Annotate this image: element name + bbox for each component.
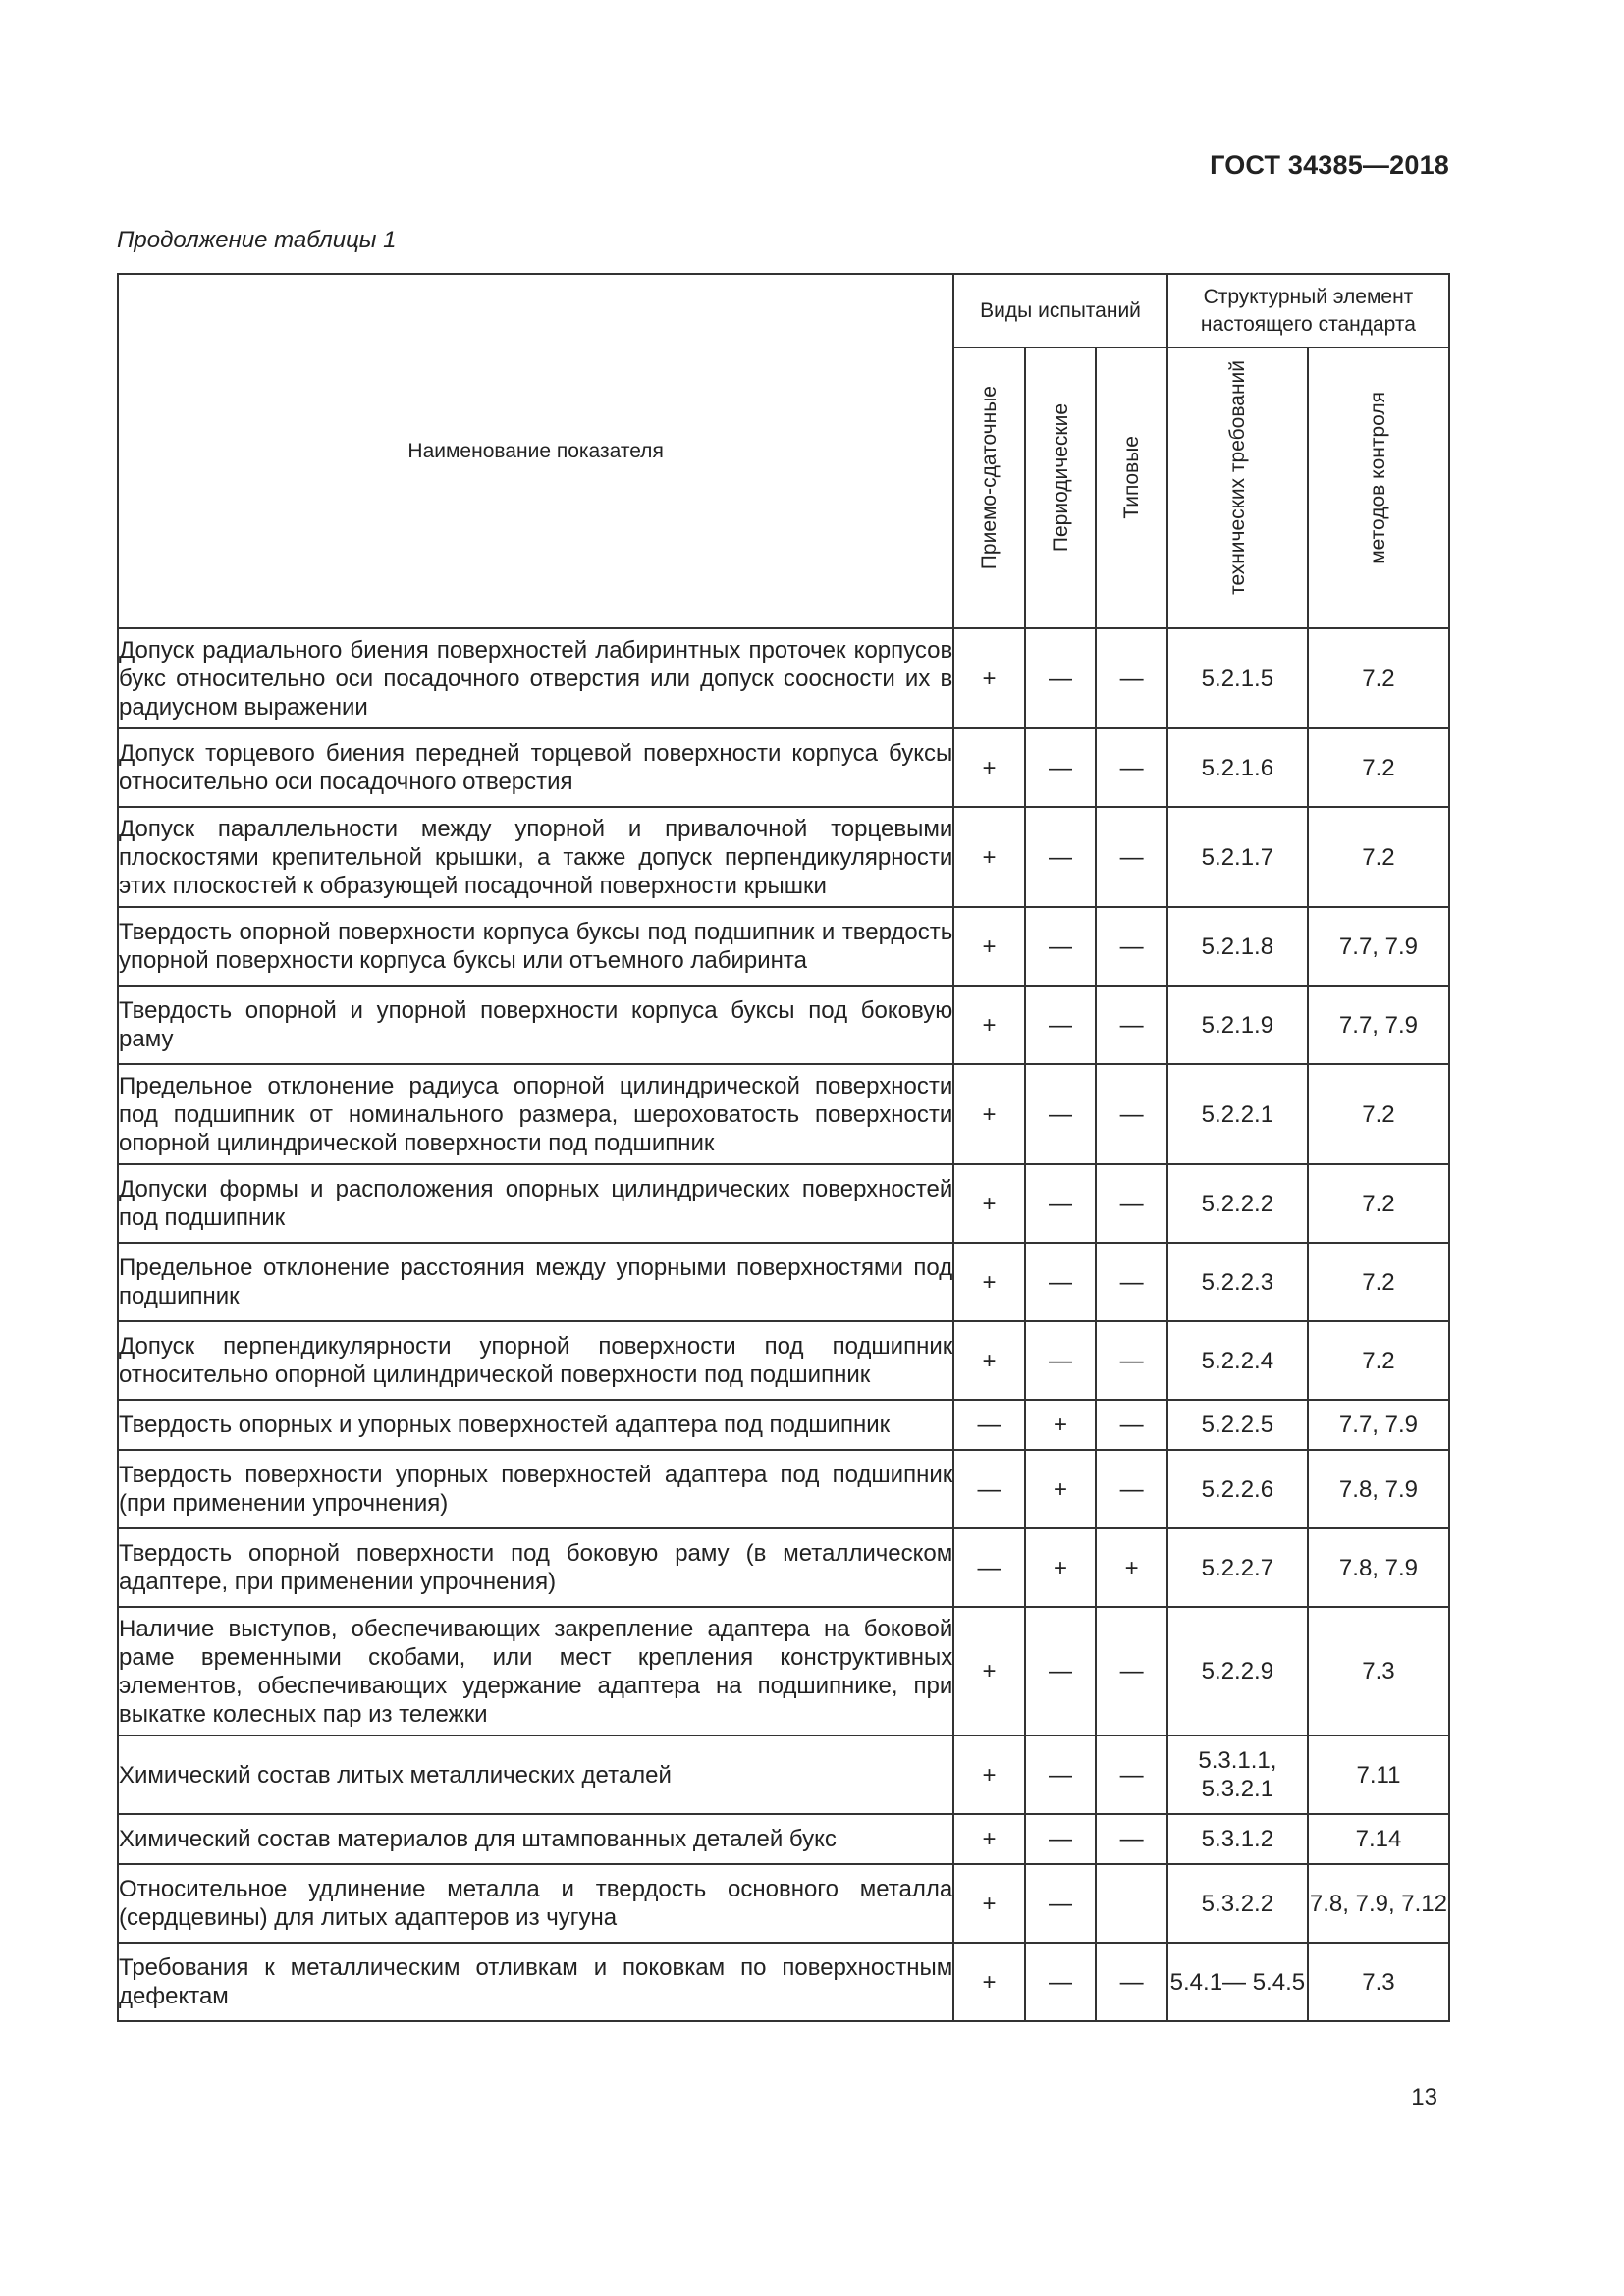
type-test: —: [1096, 986, 1167, 1064]
table-row: [118, 907, 1449, 986]
periodic-test: +: [1025, 1400, 1097, 1450]
indicator-name: Твердость опорной поверхности под боковую раму (в металлическом адаптере, при применении упрочнения): [118, 1528, 953, 1607]
type-test: +: [1096, 1528, 1167, 1607]
type-test: —: [1096, 807, 1167, 907]
acceptance-test: +: [953, 907, 1025, 986]
control-methods-clause: 7.2: [1308, 1243, 1449, 1321]
periodic-test: —: [1025, 1243, 1097, 1321]
control-methods-clause: 7.8, 7.9: [1308, 1528, 1449, 1607]
control-methods-clause: 7.14: [1308, 1814, 1449, 1864]
control-methods-clause: 7.3: [1308, 1607, 1449, 1735]
indicator-name: Твердость опорной и упорной поверхности корпуса буксы под боковую раму: [118, 986, 953, 1064]
indicator-name: Допуск радиального биения поверхностей лабиринтных проточек корпусов букс относительно оси посадочного отверстия или допуск соосности их в радиусном выражении: [118, 628, 953, 728]
periodic-test: —: [1025, 628, 1097, 728]
acceptance-test: +: [953, 1607, 1025, 1735]
control-methods-clause: 7.7, 7.9: [1308, 1400, 1449, 1450]
type-test: —: [1096, 1400, 1167, 1450]
indicator-name: Химический состав литых металлических деталей: [118, 1735, 953, 1814]
indicator-name: Допуски формы и расположения опорных цилиндрических поверхностей под подшипник: [118, 1164, 953, 1243]
requirements-clause: 5.2.2.1: [1167, 1064, 1308, 1164]
indicator-name: Допуск торцевого биения передней торцевой поверхности корпуса буксы относительно оси посадочного отверстия: [118, 728, 953, 807]
acceptance-test: —: [953, 1400, 1025, 1450]
page-number: 13: [1411, 2084, 1437, 2110]
table-row: [118, 1400, 1449, 1450]
periodic-test: —: [1025, 1814, 1097, 1864]
periodic-test: —: [1025, 1607, 1097, 1735]
periodic-test: —: [1025, 1735, 1097, 1814]
acceptance-test: +: [953, 986, 1025, 1064]
periodic-test: —: [1025, 1321, 1097, 1400]
control-methods-clause: 7.8, 7.9: [1308, 1450, 1449, 1528]
spec-table: [117, 273, 1450, 2022]
control-methods-clause: 7.7, 7.9: [1308, 986, 1449, 1064]
requirements-clause: 5.2.1.6: [1167, 728, 1308, 807]
control-methods-clause: 7.2: [1308, 1064, 1449, 1164]
indicator-name: Требования к металлическим отливкам и поковкам по поверхностным дефектам: [118, 1943, 953, 2021]
indicator-name: Относительное удлинение металла и твердость основного металла (сердцевины) для литых адаптеров из чугуна: [118, 1864, 953, 1943]
requirements-clause: 5.2.2.3: [1167, 1243, 1308, 1321]
control-methods-clause: 7.2: [1308, 807, 1449, 907]
acceptance-test: —: [953, 1528, 1025, 1607]
control-methods-clause: 7.3: [1308, 1943, 1449, 2021]
indicator-name: Допуск параллельности между упорной и привалочной торцевыми плоскостями крепительной крышки, а также допуск перпендикулярности этих плоскостей к образующей посадочной поверхности крышки: [118, 807, 953, 907]
control-methods-clause: 7.2: [1308, 1321, 1449, 1400]
indicator-name: Твердость опорных и упорных поверхностей адаптера под подшипник: [118, 1400, 953, 1450]
header-standard-group: Структурный элемент настоящего стандарта: [1167, 274, 1449, 347]
document-code: ГОСТ 34385—2018: [1210, 150, 1449, 180]
control-methods-clause: 7.2: [1308, 1164, 1449, 1243]
requirements-clause: 5.3.1.2: [1167, 1814, 1308, 1864]
indicator-name: Предельное отклонение расстояния между упорными поверхностями под подшипник: [118, 1243, 953, 1321]
requirements-clause: 5.3.1.1, 5.3.2.1: [1167, 1735, 1308, 1814]
header-periodic: Периодические: [1025, 347, 1097, 628]
requirements-clause: 5.4.1— 5.4.5: [1167, 1943, 1308, 2021]
acceptance-test: +: [953, 728, 1025, 807]
periodic-test: +: [1025, 1450, 1097, 1528]
indicator-name: Допуск перпендикулярности упорной поверхности под подшипник относительно опорной цилиндрической поверхности под подшипник: [118, 1321, 953, 1400]
table-row: [118, 728, 1449, 807]
acceptance-test: +: [953, 1943, 1025, 2021]
acceptance-test: +: [953, 1735, 1025, 1814]
header-control-methods: методов контроля: [1308, 347, 1449, 628]
table-caption: Продолжение таблицы 1: [117, 227, 397, 253]
table-row: [118, 1528, 1449, 1607]
indicator-name: Твердость поверхности упорных поверхностей адаптера под подшипник (при применении упрочнения): [118, 1450, 953, 1528]
periodic-test: +: [1025, 1528, 1097, 1607]
acceptance-test: +: [953, 628, 1025, 728]
requirements-clause: 5.2.1.5: [1167, 628, 1308, 728]
acceptance-test: +: [953, 1243, 1025, 1321]
table-row: [118, 1814, 1449, 1864]
requirements-clause: 5.2.2.7: [1167, 1528, 1308, 1607]
table-row: [118, 1164, 1449, 1243]
acceptance-test: +: [953, 1064, 1025, 1164]
requirements-clause: 5.2.2.6: [1167, 1450, 1308, 1528]
requirements-clause: 5.2.1.8: [1167, 907, 1308, 986]
table-row: [118, 1064, 1449, 1164]
acceptance-test: +: [953, 807, 1025, 907]
indicator-name: Твердость опорной поверхности корпуса буксы под подшипник и твердость упорной поверхности корпуса буксы или отъемного лабиринта: [118, 907, 953, 986]
header-name: Наименование показателя: [118, 274, 953, 628]
indicator-name: Химический состав материалов для штампованных деталей букс: [118, 1814, 953, 1864]
table-row: [118, 1943, 1449, 2021]
requirements-clause: 5.2.2.2: [1167, 1164, 1308, 1243]
control-methods-clause: 7.11: [1308, 1735, 1449, 1814]
acceptance-test: +: [953, 1814, 1025, 1864]
table-row: [118, 628, 1449, 728]
type-test: —: [1096, 1607, 1167, 1735]
acceptance-test: —: [953, 1450, 1025, 1528]
header-tests-group: Виды испытаний: [953, 274, 1167, 347]
control-methods-clause: 7.2: [1308, 628, 1449, 728]
type-test: —: [1096, 1450, 1167, 1528]
type-test: —: [1096, 1321, 1167, 1400]
type-test: [1096, 1864, 1167, 1943]
type-test: —: [1096, 1814, 1167, 1864]
header-acceptance: Приемо-сдаточные: [953, 347, 1025, 628]
header-requirements: технических требований: [1167, 347, 1308, 628]
type-test: —: [1096, 1164, 1167, 1243]
table-row: [118, 1735, 1449, 1814]
indicator-name: Наличие выступов, обеспечивающих закрепление адаптера на боковой раме временными скобами, или мест крепления конструктивных элементов, обеспечивающих удержание адаптера на подшипнике, при выкатке колесных пар из тележки: [118, 1607, 953, 1735]
requirements-clause: 5.2.2.5: [1167, 1400, 1308, 1450]
requirements-clause: 5.2.1.9: [1167, 986, 1308, 1064]
table-row: [118, 986, 1449, 1064]
table-row: [118, 1321, 1449, 1400]
table-row: [118, 1243, 1449, 1321]
table-row: [118, 1607, 1449, 1735]
requirements-clause: 5.3.2.2: [1167, 1864, 1308, 1943]
acceptance-test: +: [953, 1864, 1025, 1943]
requirements-clause: 5.2.2.9: [1167, 1607, 1308, 1735]
periodic-test: —: [1025, 1864, 1097, 1943]
type-test: —: [1096, 628, 1167, 728]
periodic-test: —: [1025, 728, 1097, 807]
periodic-test: —: [1025, 907, 1097, 986]
acceptance-test: +: [953, 1321, 1025, 1400]
control-methods-clause: 7.8, 7.9, 7.12: [1308, 1864, 1449, 1943]
indicator-name: Предельное отклонение радиуса опорной цилиндрической поверхности под подшипник от номинального размера, шероховатость поверхности опорной цилиндрической поверхности под подшипник: [118, 1064, 953, 1164]
periodic-test: —: [1025, 986, 1097, 1064]
type-test: —: [1096, 1064, 1167, 1164]
type-test: —: [1096, 728, 1167, 807]
requirements-clause: 5.2.1.7: [1167, 807, 1308, 907]
periodic-test: —: [1025, 1943, 1097, 2021]
type-test: —: [1096, 1735, 1167, 1814]
control-methods-clause: 7.2: [1308, 728, 1449, 807]
table-row: [118, 1864, 1449, 1943]
periodic-test: —: [1025, 1064, 1097, 1164]
type-test: —: [1096, 1243, 1167, 1321]
periodic-test: —: [1025, 807, 1097, 907]
control-methods-clause: 7.7, 7.9: [1308, 907, 1449, 986]
header-type: Типовые: [1096, 347, 1167, 628]
table-row: [118, 807, 1449, 907]
periodic-test: —: [1025, 1164, 1097, 1243]
table-row: [118, 1450, 1449, 1528]
requirements-clause: 5.2.2.4: [1167, 1321, 1308, 1400]
type-test: —: [1096, 1943, 1167, 2021]
type-test: —: [1096, 907, 1167, 986]
acceptance-test: +: [953, 1164, 1025, 1243]
